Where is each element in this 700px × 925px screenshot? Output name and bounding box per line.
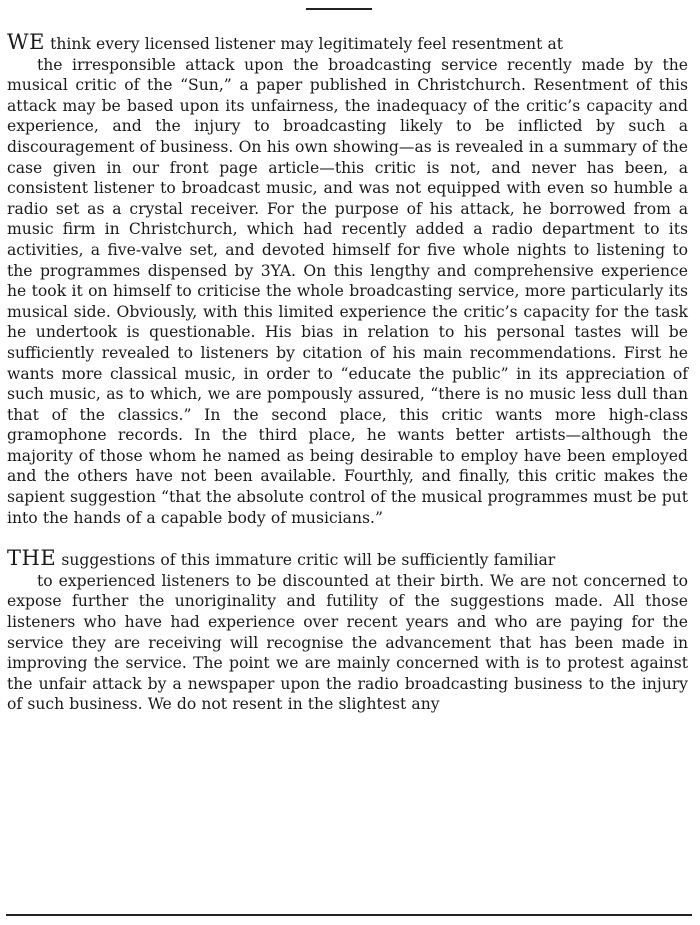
- paragraph-2-initial: THE: [7, 546, 57, 571]
- top-rule: [306, 8, 372, 10]
- paragraph-2: [7, 548, 688, 715]
- bottom-rule: [6, 914, 692, 916]
- paragraph-1-body: the irresponsible attack upon the broadcasting service recently made by the musical critic of the “Sun,” a paper published in Christchurch. Resentment of this attack may be based upon its unfairness, the inadequacy of the critic’s capacity and experience, and the injury to broadcasting likely to be inflicted by such a discouragement of business. On his own showing—as is revealed in a summary of the case given in our front page article—this critic is not, and never has been, a consistent listener to broadcast music, and was not equipped with even so humble a radio set as a crystal receiver. For the purpose of his attack, he borrowed from a music firm in Christchurch, which had recently added a radio department to its activities, a five-valve set, and devoted himself for five whole nights to listening to the programmes dispensed by 3YA. On this lengthy and comprehensive experience he took it on himself to criticise the whole broadcasting service, more particularly its musical side. Obviously, with this limited experience the critic’s capacity for the task he undertook is questionable. His bias in relation to his personal tastes will be sufficiently revealed to listeners by citation of his main recommendations. First he wants more classical music, in order to “educate the public” in its appreciation of such music, as to which, we are pompously assured, “there is no music less dull than that of the classics.” In the second place, this critic wants more high-class gramophone records. In the third place, he wants better artists—although the majority of those whom he named as being desirable to employ have been employed and the others have not been available. Fourthly, and finally, this critic makes the sapient suggestion “that the absolute control of the musical programmes must be put into the hands of a capable body of musicians.”: [7, 55, 688, 527]
- paragraph-2-body: to experienced listeners to be discounted at their birth. We are not concerned to expose further the unoriginality and futility of the suggestions made. All those listeners who have had experience over recent years and who are paying for the service they are receiving will recognise the advancement that has been made in improving the service. The point we are mainly concerned with is to protest against the unfair attack by a newspaper upon the radio broadcasting business to the injury of such business. We do not resent in the slightest any: [7, 571, 688, 714]
- editorial-article: [7, 32, 688, 715]
- paragraph-2-first-line: suggestions of this immature critic will be sufficiently familiar: [56, 551, 556, 570]
- paragraph-1-initial: WE: [7, 30, 45, 54]
- paragraph-1-first-line: think every licensed listener may legitimately feel resentment at: [44, 35, 564, 53]
- paragraph-1: [7, 32, 688, 528]
